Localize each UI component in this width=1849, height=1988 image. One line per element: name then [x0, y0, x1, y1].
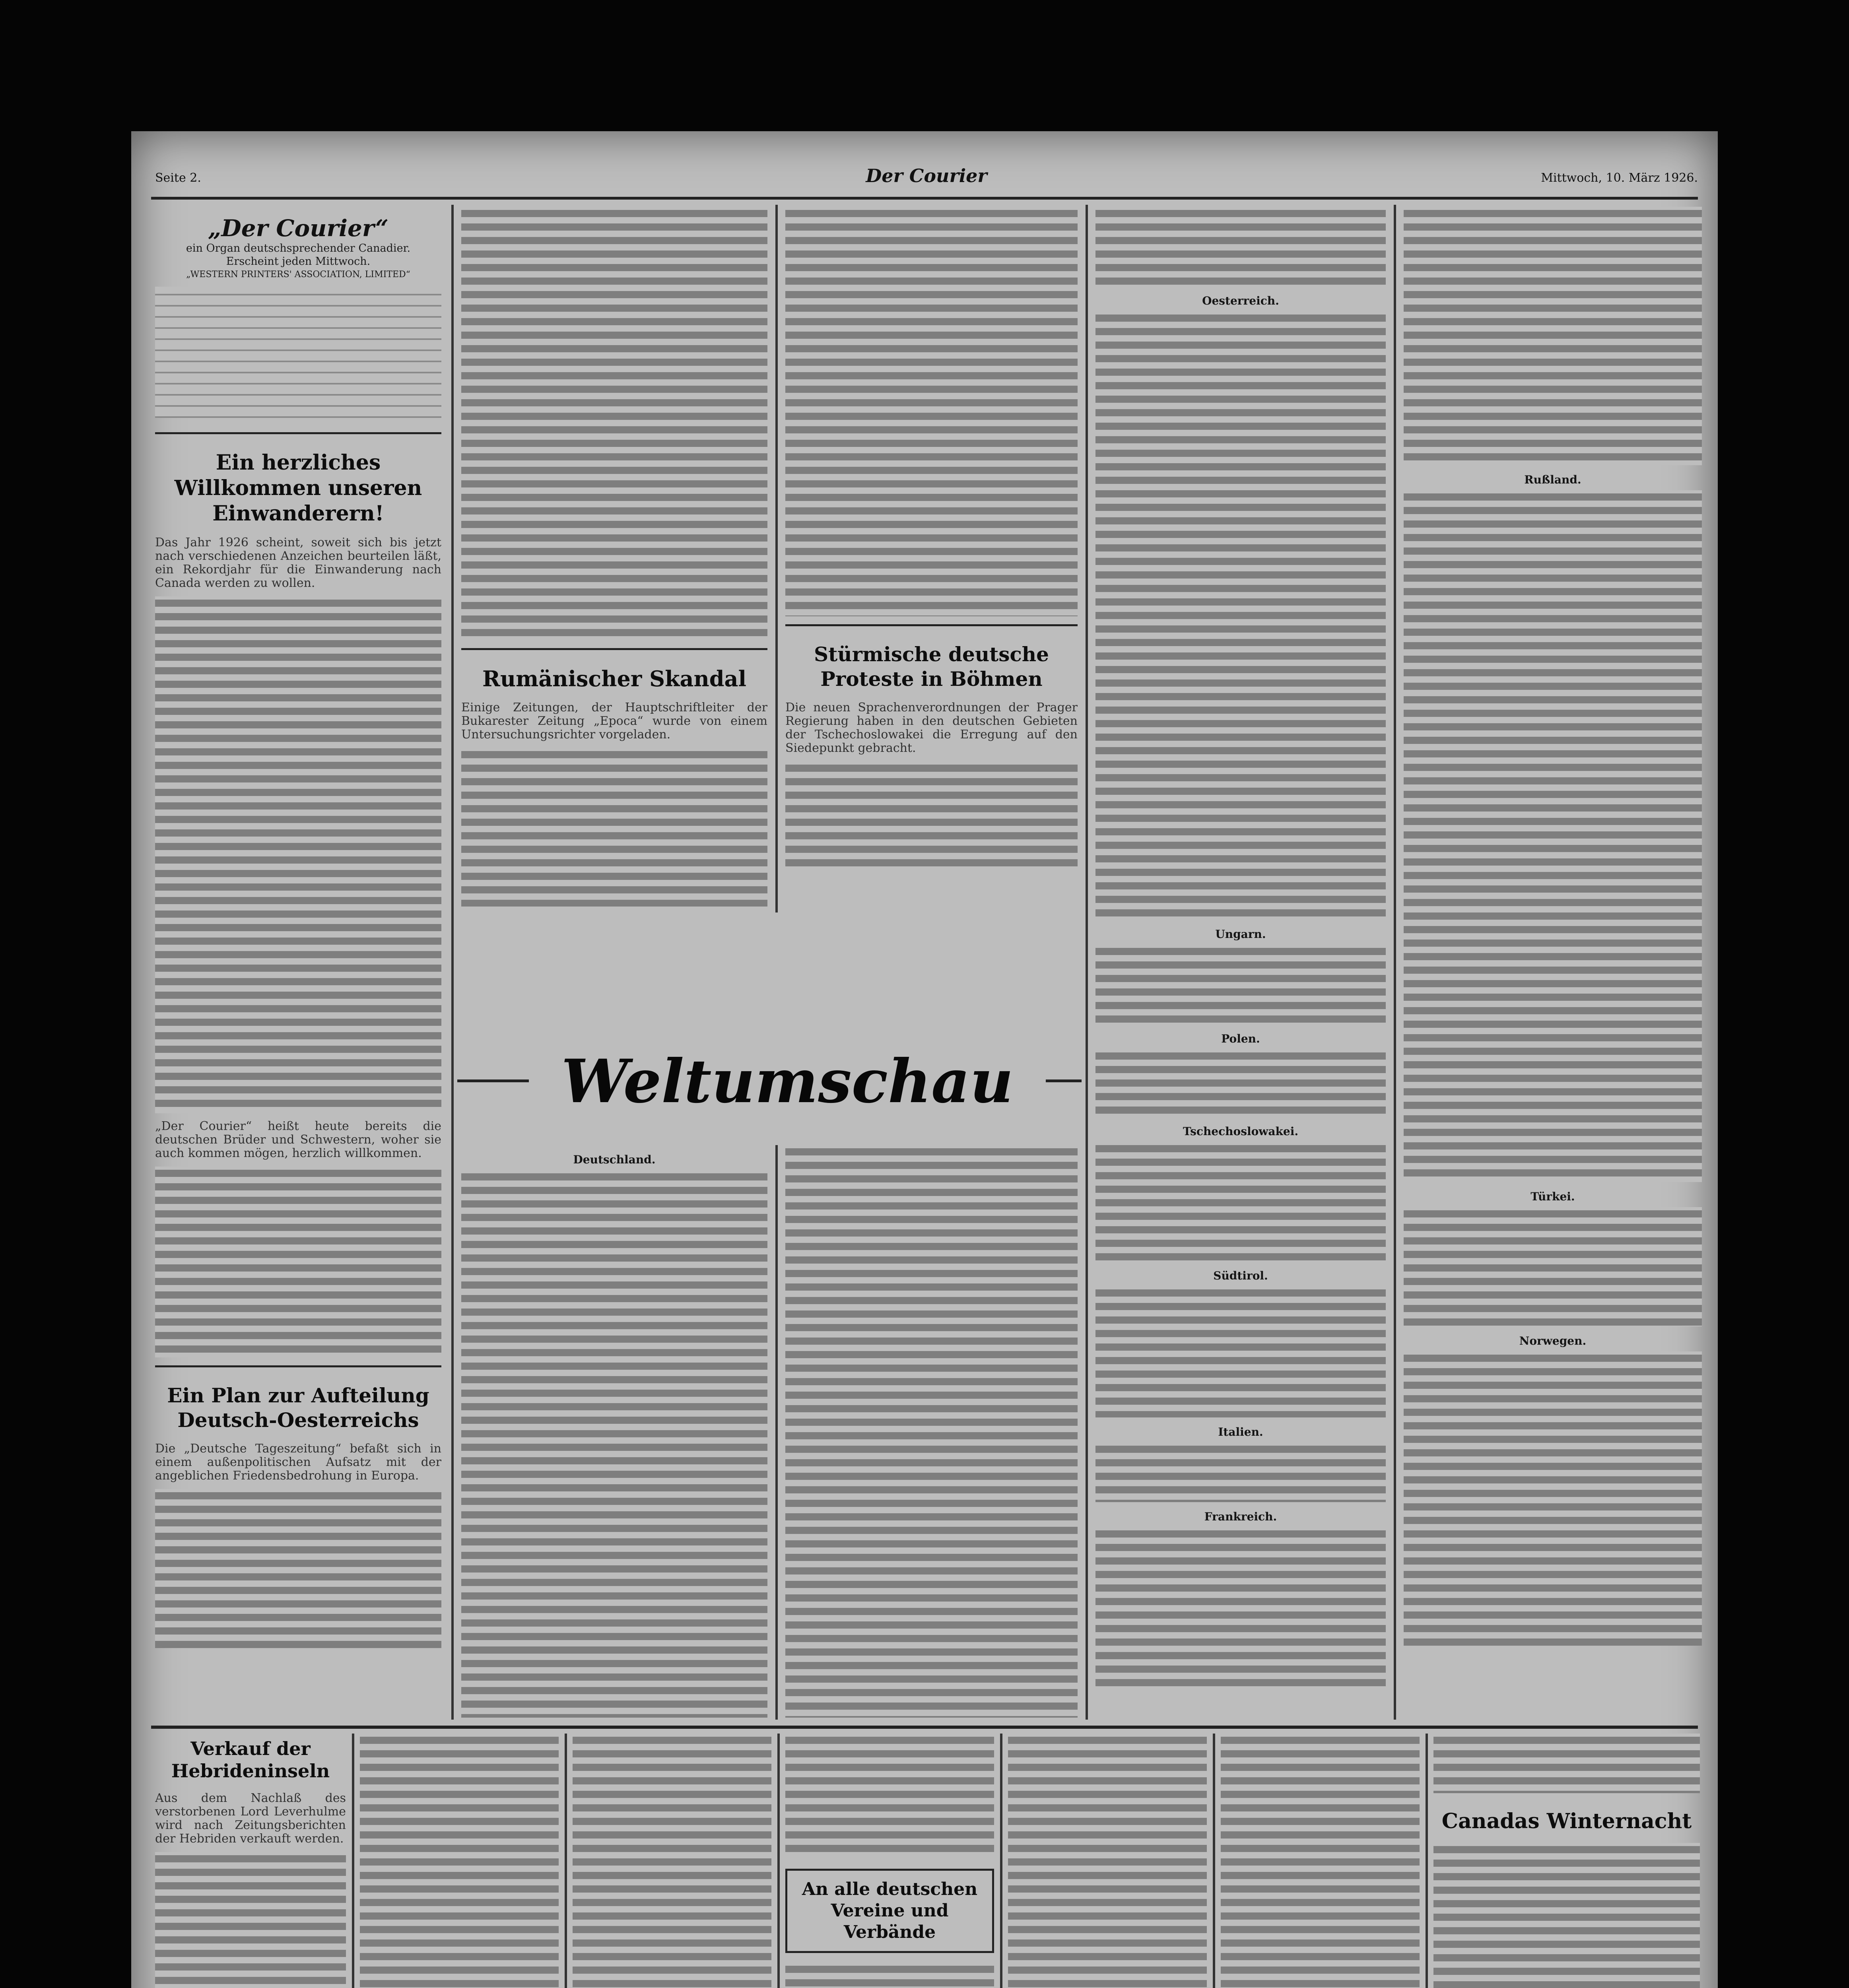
article-title: Verkauf der Hebrideninseln — [171, 1738, 330, 1782]
text-block — [1095, 207, 1386, 286]
column-divider — [1394, 205, 1396, 1720]
text-block — [155, 1167, 441, 1357]
column-divider — [775, 1145, 778, 1720]
text-block — [1095, 1442, 1386, 1502]
column-divider — [1426, 1734, 1428, 1988]
section-subhead: Italien. — [1218, 1425, 1263, 1439]
article-paragraph: Die „Deutsche Tageszeitung“ befaßt sich in einem außenpolitischen Aufsatz mit der angeblichen Friedensbedrohung in Europa. — [155, 1442, 441, 1483]
column-2 — [461, 207, 767, 907]
article-title: Stürmische deutsche Proteste in Böhmen — [814, 643, 1049, 691]
article-title: Ein herzliches Willkommen unseren Einwanderern! — [174, 450, 422, 526]
section-subhead: Deutschland. — [573, 1153, 656, 1166]
bottom-column-7 — [1433, 1734, 1700, 1988]
column-1 — [155, 207, 441, 1718]
column-divider — [1000, 1734, 1002, 1988]
text-block — [155, 1852, 346, 1988]
weltumschau-column-mid — [785, 1145, 1078, 1718]
section-subhead: Rußland. — [1524, 473, 1581, 486]
text-block — [461, 748, 767, 907]
section-rule — [151, 1726, 1698, 1729]
text-block — [1095, 1142, 1386, 1261]
bottom-column-6 — [1221, 1734, 1420, 1988]
weltumschau-column-left — [461, 1145, 767, 1718]
article-rule — [155, 1365, 441, 1367]
text-block — [360, 1734, 559, 1988]
article-paragraph: Das Jahr 1926 scheint, soweit sich bis jetzt nach verschiedenen Anzeichen beurteilen läßt, ein Rekordjahr für die Einwanderung nach Canada werden zu wollen. — [155, 536, 441, 590]
text-block — [1221, 1734, 1420, 1988]
section-subhead: Polen. — [1221, 1032, 1260, 1045]
bottom-column-1 — [155, 1734, 346, 1988]
masthead-fineprint — [155, 287, 441, 418]
column-5 — [1404, 207, 1702, 1718]
banner-rule — [1046, 1079, 1082, 1082]
text-block — [1404, 490, 1702, 1182]
section-subhead: Ungarn. — [1215, 928, 1266, 941]
column-divider — [565, 1734, 567, 1988]
newspaper-title: Der Courier — [866, 165, 987, 186]
text-block — [785, 1145, 1078, 1718]
text-block — [785, 1734, 994, 1853]
text-block — [1095, 945, 1386, 1024]
article-rule — [461, 648, 767, 650]
section-subhead: Südtirol. — [1213, 1269, 1268, 1282]
column-3 — [785, 207, 1078, 907]
article-paragraph: Einige Zeitungen, der Hauptschriftleiter der Bukarester Zeitung „Epoca“ wurde von einem Untersuchungsrichter vorgeladen. — [461, 701, 767, 742]
masthead-line: ein Organ deutschsprechender Canadier. — [186, 242, 411, 254]
text-block — [461, 207, 767, 640]
article-paragraph: „Der Courier“ heißt heute bereits die deutschen Brüder und Schwestern, woher sie auch kommen mögen, herzlich willkommen. — [155, 1119, 441, 1160]
article-paragraph: Die neuen Sprachenverordnungen der Prager Regierung haben in den deutschen Gebieten der Tschechoslowakei die Erregung auf den Siedepunkt gebracht. — [785, 701, 1078, 755]
text-block — [785, 207, 1078, 616]
poem-title: Canadas Winternacht — [1441, 1809, 1692, 1833]
masthead-line: Erscheint jeden Mittwoch. — [226, 255, 371, 268]
text-block — [155, 596, 441, 1113]
text-block — [1404, 1351, 1702, 1646]
issue-date: Mittwoch, 10. März 1926. — [1541, 171, 1698, 185]
section-banner: Weltumschau — [561, 1046, 1014, 1116]
text-block — [1433, 1734, 1700, 1793]
column-divider — [777, 1734, 780, 1988]
article-title: Rumänischer Skandal — [482, 666, 747, 691]
bottom-column-3 — [573, 1734, 771, 1988]
column-divider — [1213, 1734, 1215, 1988]
column-4 — [1095, 207, 1386, 1718]
column-divider — [352, 1734, 354, 1988]
text-block — [785, 1963, 994, 1988]
section-subhead: Frankreich. — [1204, 1510, 1277, 1523]
page-number: Seite 2. — [155, 171, 201, 185]
text-block — [1404, 1207, 1702, 1326]
text-block — [573, 1734, 771, 1988]
text-block — [1095, 1049, 1386, 1117]
article-title: An alle deutschen Vereine und Verbände — [785, 1869, 994, 1953]
text-block — [155, 1489, 441, 1648]
text-block — [1095, 1286, 1386, 1417]
header-rule — [151, 197, 1698, 200]
section-subhead: Oesterreich. — [1202, 294, 1279, 307]
column-divider — [1086, 205, 1088, 1720]
bottom-column-2 — [360, 1734, 559, 1988]
text-block — [1008, 1734, 1207, 1988]
column-divider — [775, 205, 778, 912]
article-title: Ein Plan zur Aufteilung Deutsch-Oesterreichs — [167, 1384, 429, 1432]
bottom-column-4 — [785, 1734, 994, 1988]
text-block — [785, 761, 1078, 873]
article-rule — [785, 624, 1078, 626]
article-paragraph: Aus dem Nachlaß des verstorbenen Lord Leverhulme wird nach Zeitungsberichten der Hebriden verkauft werden. — [155, 1791, 346, 1846]
section-subhead: Tschechoslowakei. — [1183, 1125, 1299, 1138]
newspaper-page — [131, 131, 1718, 1988]
text-block — [461, 1170, 767, 1718]
masthead-box — [155, 215, 441, 434]
section-subhead: Norwegen. — [1519, 1334, 1587, 1347]
masthead-publisher: „WESTERN PRINTERS' ASSOCIATION, LIMITED“ — [186, 270, 410, 280]
banner-rule — [457, 1079, 529, 1082]
text-block — [1404, 207, 1702, 465]
section-subhead: Türkei. — [1530, 1190, 1575, 1203]
text-block — [1433, 1843, 1700, 1988]
column-divider — [451, 205, 454, 1720]
text-block — [1095, 1527, 1386, 1686]
text-block — [1095, 311, 1386, 920]
bottom-column-5 — [1008, 1734, 1207, 1988]
masthead-name: „Der Courier“ — [208, 215, 388, 242]
